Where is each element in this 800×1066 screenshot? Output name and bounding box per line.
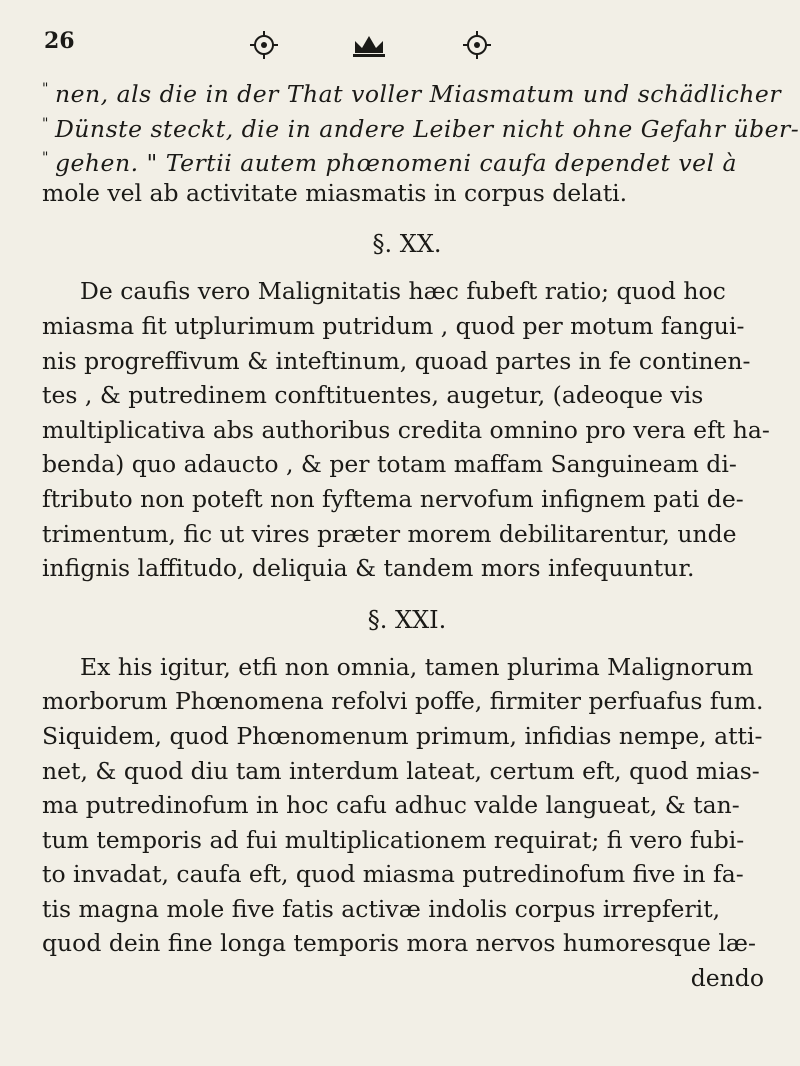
text-line: trimentum, fic ut vires præter morem debilitarentur, unde [42,519,737,548]
page-number: 26 [44,28,75,54]
page-header [44,28,764,62]
text-line: nis progreffivum & inteftinum, quoad partes in fe continen- [42,346,751,375]
ornament-row [239,28,599,62]
catchword: dendo [690,964,764,993]
ornament-flower-icon [250,31,278,59]
text-line: tes , & putredinem conftituentes, augetur, (adeoque vis [42,381,704,410]
text-line: Siquidem, quod Phœnomenum primum, infidias nempe, atti- [42,721,763,750]
text-line: quod dein fine longa temporis mora nervos humoresque læ- [42,929,756,958]
text-line: net, & quod diu tam interdum lateat, certum eft, quod mias- [42,756,760,785]
ornament-flower-icon [463,31,491,59]
text-line: benda) quo adaucto , & per totam maffam Sanguineam di- [42,450,737,479]
text-line: tum temporis ad fui multiplicationem requirat; fi vero fubi- [42,825,745,854]
text-line: ftributo non poteft non fyftema nervofum infignem pati de- [42,484,744,513]
text-line: morborum Phœnomena refolvi poffe, firmiter perfuafus fum. [42,687,764,716]
text-line: mole vel ab activitate miasmatis in corpus delati. [42,178,628,207]
text-line: infignis laffitudo, deliquia & tandem mors infequuntur. [42,554,695,583]
text-line: " nen, als die in der That voller Miasmatum und schädlicher [42,79,782,108]
text-line: De caufis vero Malignitatis hæc fubeft ratio; quod hoc [80,277,726,306]
body-text [42,72,800,995]
text-line: to invadat, caufa eft, quod miasma putredinofum five in fa- [42,860,744,889]
text-line: " Dünste steckt, die in andere Leiber nicht ohne Gefahr über- [42,114,800,143]
text-line: Ex his igitur, etfi non omnia, tamen plurima Malignorum [80,652,754,681]
text-line: " gehen. " Tertii autem phœnomeni caufa dependet vel à [42,149,738,178]
text-line: multiplicativa abs authoribus credita omnino pro vera eft ha- [42,415,770,444]
section-heading-xxi: §. XXI. [367,605,447,634]
header-ornaments [239,28,599,62]
ornament-crown-icon [353,36,385,57]
text-line: tis magna mole five fatis activæ indolis corpus irrepferit, [42,894,721,923]
text-line: miasma fit utplurimum putridum , quod per motum fangui- [42,311,745,340]
text-line: ma putredinofum in hoc cafu adhuc valde langueat, & tan- [42,791,740,820]
section-heading-xx: §. XX. [372,230,442,259]
